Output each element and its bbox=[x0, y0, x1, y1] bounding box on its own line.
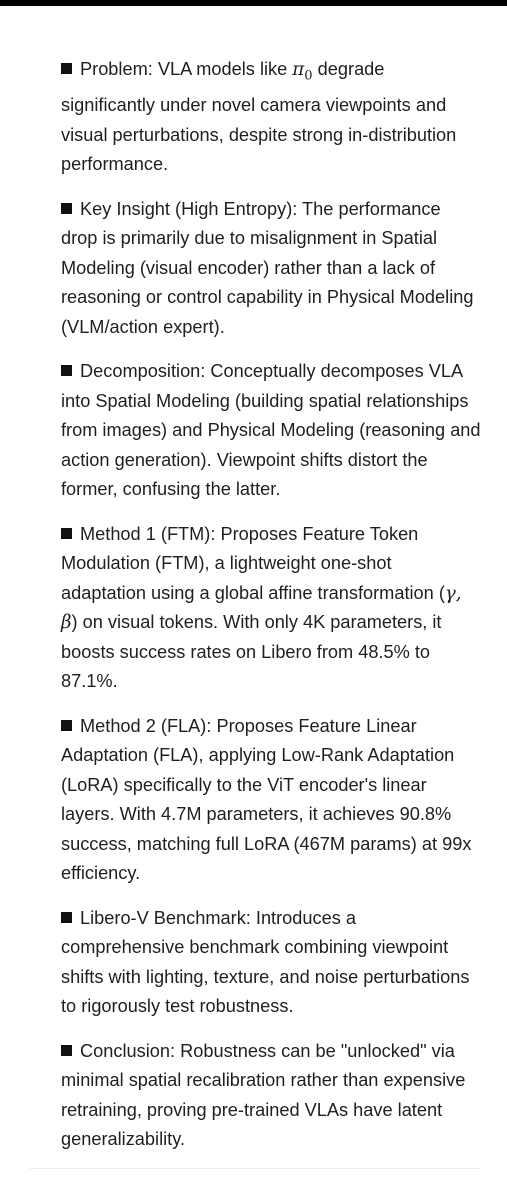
divider bbox=[30, 1168, 480, 1169]
square-bullet-icon bbox=[61, 528, 72, 539]
square-bullet-icon bbox=[61, 912, 72, 923]
list-item-method-1 bbox=[61, 520, 481, 697]
item-text: Key Insight (High Entropy): The performance drop is primarily due to misalignment in Spatial Modeling (visual encoder) rather than a lack of reasoning or control capability in Physical Modeling (VLM/action expert). bbox=[61, 198, 474, 337]
square-bullet-icon bbox=[61, 365, 72, 376]
square-bullet-icon bbox=[61, 203, 72, 214]
item-text: Conclusion: Robustness can be "unlocked" via minimal spatial recalibration rather than expensive retraining, proving pre-trained VLAs have latent generalizability. bbox=[61, 1040, 466, 1150]
item-text: Method 1 (FTM): Proposes Feature Token Modulation (FTM), a lightweight one-shot adaptation using a global affine transformation ( bbox=[61, 523, 445, 603]
item-text-continued: ) on visual tokens. With only 4K parameters, it boosts success rates on Libero from 48.5% to 87.1%. bbox=[61, 612, 442, 692]
square-bullet-icon bbox=[61, 720, 72, 731]
item-text: Problem: VLA models like bbox=[80, 59, 293, 79]
square-bullet-icon bbox=[61, 1045, 72, 1056]
item-text: Decomposition: Conceptually decomposes VLA into Spatial Modeling (building spatial relationships from images) and Physical Modeling (reasoning and action generation). Viewpoint shifts distort the former, confusing the latter. bbox=[61, 361, 481, 500]
item-text-continued: degrade significantly under novel camera viewpoints and visual perturbations, despite strong in-distribution performance. bbox=[61, 59, 457, 175]
top-bar bbox=[0, 0, 507, 6]
square-bullet-icon bbox=[61, 63, 72, 74]
list-item-method-2 bbox=[61, 712, 481, 889]
item-text: Method 2 (FLA): Proposes Feature Linear Adaptation (FLA), applying Low-Rank Adaptation (LoRA) specifically to the ViT encoder's linear layers. With 4.7M parameters, it achieves 90.8% success, matching full LoRA (467M params) at 99x efficiency. bbox=[61, 715, 472, 884]
list-item-key-insight bbox=[61, 195, 481, 343]
pi-symbol: $\pi_0$ bbox=[292, 59, 313, 84]
list-item-conclusion bbox=[61, 1037, 481, 1155]
list-item-decomposition bbox=[61, 357, 481, 505]
item-text: Libero-V Benchmark: Introduces a comprehensive benchmark combining viewpoint shifts with lighting, texture, and noise perturbations to rigorously test robustness. bbox=[61, 907, 470, 1017]
list-item-problem bbox=[61, 55, 481, 180]
summary-list bbox=[61, 55, 481, 1170]
list-item-benchmark bbox=[61, 904, 481, 1022]
gamma-beta-symbols: γ, β bbox=[61, 582, 462, 634]
